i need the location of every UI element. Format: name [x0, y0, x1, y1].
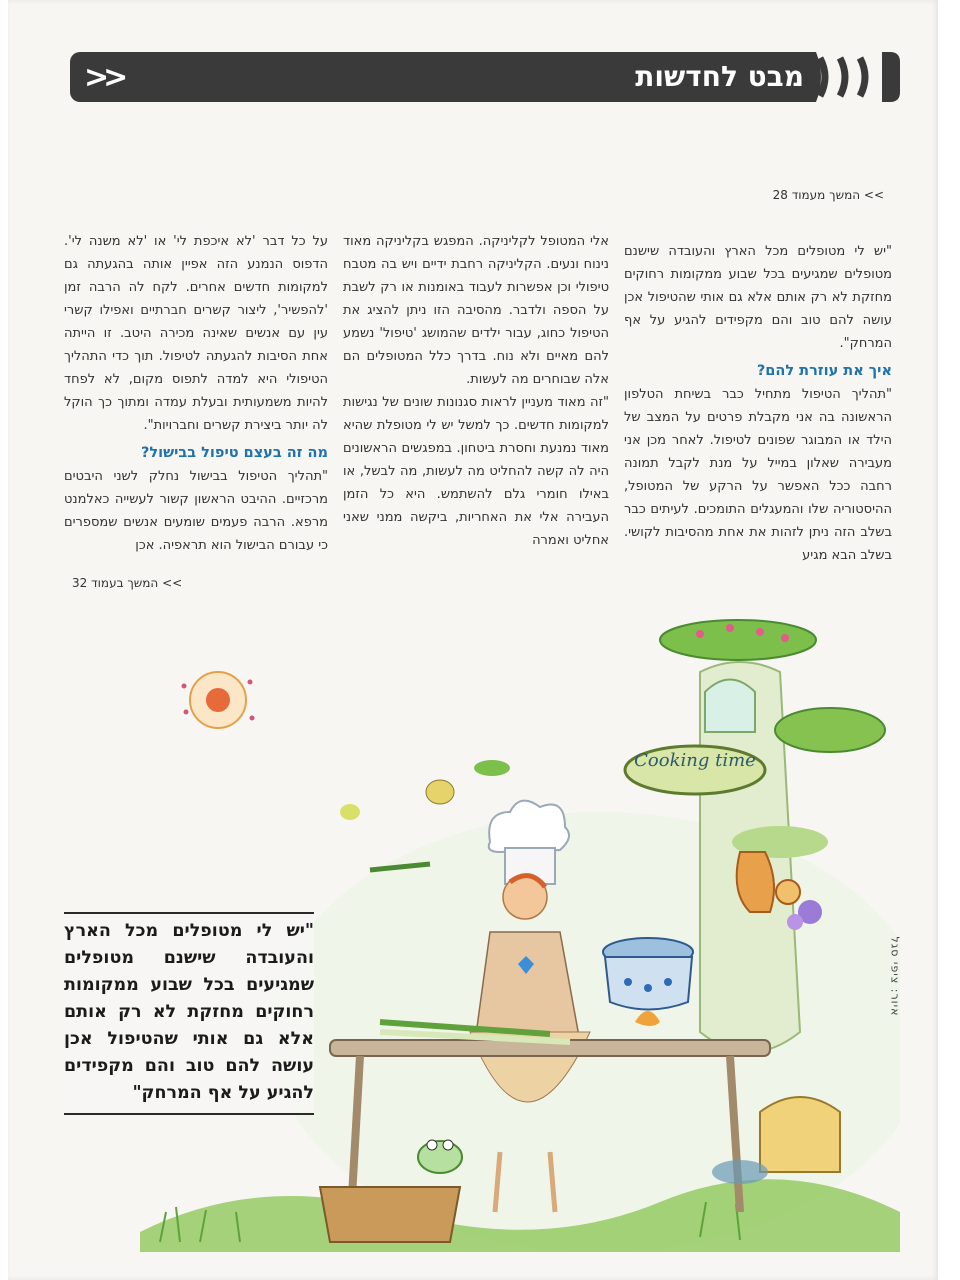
header-arrows: >>	[84, 60, 123, 95]
article-column-right	[624, 240, 892, 580]
article-column-middle	[343, 230, 609, 580]
subheading: איך את עוזרת להם?	[756, 363, 892, 379]
paragraph: "זה מאוד מעניין לראות סגנונות שונים של נגישות למקומות חדשים. כך למשל יש לי מטופלת שהיא מאוד נמנעת וחסרת ביטחון. במפגשים הראשונים היה לה קשה להחליט מה לעשות, מה לבשל, או באילו חומרי גלם להשתמש. היא כל הזמן העבירה אלי את האחריות, ביקשה ממני שאני אחליט ואמרה	[343, 395, 609, 548]
paragraph: אלי המטופל לקליניקה. המפגש בקליניקה מאוד נינוח ונעים. הקליניקה רחבת ידיים ויש בה מטבח טיפולי וכן אפשרות לעבוד באומנות או רק לשבת על הספה ולדבר. מהסיבה הזו ניתן להציג את הטיפול כחוג, עבור ילדים שהמושג 'טיפול' נשמע להם מאיים ולא נוח. בדרך כלל המטופלים הם אלה שבוחרים מה לעשות.	[343, 234, 609, 387]
paragraph: "תהליך הטיפול מתחיל כבר בשיחת הטלפון הראשונה בה אני מקבלת פרטים על המצב של הילד או המבוגר שפונים לטיפול. לאחר מכן אני מעבירה שאלון במייל על מנת לקבל תמונה רחבה ככל האפשר על הרקע של המטופל, ההיסטוריה שלו והמעגלים התומכים. לעיתים כבר בשלב הזה ניתן לזהות את אחת מהסיבות לקושי. בשלב הבא מגיע	[624, 387, 892, 563]
pull-quote: "יש לי מטופלים מכל הארץ והעובדה שישנם מטופלים שמגיעים בכל שבוע ממקומות רחוקים מחזקת לא רק אותם אלא גם אותי שהטיפול אכן עושה להם טוב והם מקפידים להגיע על אף המרחק"	[64, 912, 314, 1115]
continued-to-label: >> המשך בעמוד 32	[72, 576, 183, 590]
article-column-left	[64, 230, 328, 560]
stripes-icon	[806, 52, 900, 102]
section-title: מבט לחדשות	[635, 60, 804, 93]
header-stripes-decoration	[806, 52, 900, 102]
paragraph: "תהליך הטיפול בבישול נחלק לשני היבטים מרכזיים. ההיבט הראשון קשור לעשייה כאלמנט מרפא. הרבה פעמים שומעים אנשים שמספרים כי עבורם הבישול הוא תראפיה. אכן	[64, 469, 328, 553]
paragraph: "יש לי מטופלים מכל הארץ והעובדה שישנם מטופלים שמגיעים בכל שבוע ממקומות רחוקים מחזקת לא רק אותם אלא גם אותי שהטיפול אכן עושה להם טוב והם מקפידים להגיע על אף המרחק".	[624, 244, 892, 351]
section-header	[70, 52, 900, 102]
continued-from-label: >> המשך מעמוד 28	[772, 188, 884, 202]
subheading: מה זה בעצם טיפול בבישול?	[141, 445, 328, 461]
cooking-time-sign: Cooking time	[634, 750, 756, 771]
paragraph: על כל דבר 'לא איכפת לי' או 'לא משנה לי'. הדפוס הנמנע הזה אפיין אותה בהגעתה גם למקומות חדשים אחרים. לקח לה הרבה זמן 'להפשיר', ליצור קשרים חברתיים ואפילו קשרי עין עם אנשים שאינה מכירה היטב. זו הייתה אחת הסיבות להגעתה לטיפול. תוך כדי התהליך הטיפולי היא למדה לתפוס מקום, לא לפחד להיות משמעותית ובעלת עמדה ומתוך כך הוקל לה יותר ביצירת קשרים וחברויות".	[64, 234, 328, 433]
illustration-credit: איור: ציפי סגל	[888, 936, 902, 1017]
